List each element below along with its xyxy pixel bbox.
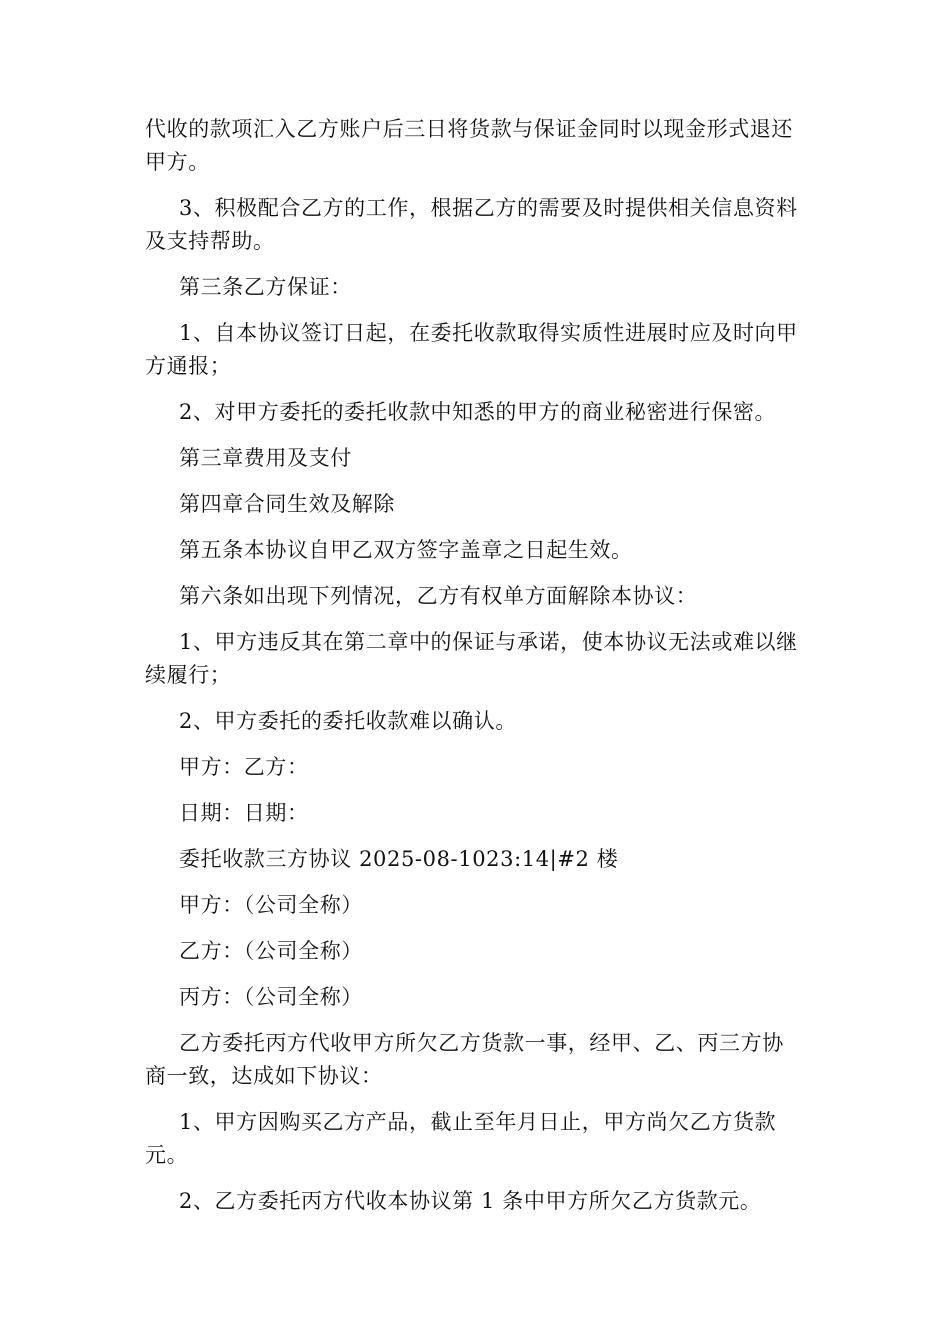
heading-chapter-4: 第四章合同生效及解除 [179, 492, 395, 516]
heading-chapter-3: 第三章费用及支付 [179, 446, 352, 470]
party-c-line: 丙方：（公司全称） [179, 985, 363, 1009]
party-b-line: 乙方：（公司全称） [179, 939, 363, 963]
paragraph-article-5: 第五条本协议自甲乙双方签字盖章之日起生效。 [179, 538, 633, 562]
paragraph-clause-1: 1、甲方因购买乙方产品，截止至年月日止，甲方尚欠乙方货款元。 [145, 1110, 777, 1167]
party-a-line: 甲方：（公司全称） [179, 893, 363, 917]
paragraph-unconfirmed: 2、甲方委托的委托收款难以确认。 [179, 709, 517, 733]
agreement-title-line: 委托收款三方协议 2025-08-1023:14|#2 楼 [179, 847, 619, 871]
paragraph-article-6: 第六条如出现下列情况，乙方有权单方面解除本协议： [179, 584, 698, 608]
paragraph-agreement-intro: 乙方委托丙方代收甲方所欠乙方货款一事，经甲、乙、丙三方协商一致，达成如下协议： [145, 1031, 784, 1088]
paragraph-breach: 1、甲方违反其在第二章中的保证与承诺，使本协议无法或难以继续履行； [145, 630, 798, 687]
signature-parties: 甲方：乙方： [179, 755, 309, 779]
signature-dates: 日期：日期： [179, 801, 309, 825]
paragraph-clause-2: 2、乙方委托丙方代收本协议第 1 条中甲方所欠乙方货款元。 [179, 1189, 762, 1213]
paragraph-confidentiality: 2、对甲方委托的委托收款中知悉的甲方的商业秘密进行保密。 [179, 400, 777, 424]
paragraph-cooperate: 3、积极配合乙方的工作，根据乙方的需要及时提供相关信息资料及支持帮助。 [145, 196, 798, 253]
heading-article-3: 第三条乙方保证： [179, 275, 352, 299]
paragraph-notify: 1、自本协议签订日起，在委托收款取得实质性进展时应及时向甲方通报； [145, 321, 798, 378]
paragraph-refund-continuation: 代收的款项汇入乙方账户后三日将货款与保证金同时以现金形式退还甲方。 [145, 117, 793, 174]
document-body [145, 113, 805, 1231]
